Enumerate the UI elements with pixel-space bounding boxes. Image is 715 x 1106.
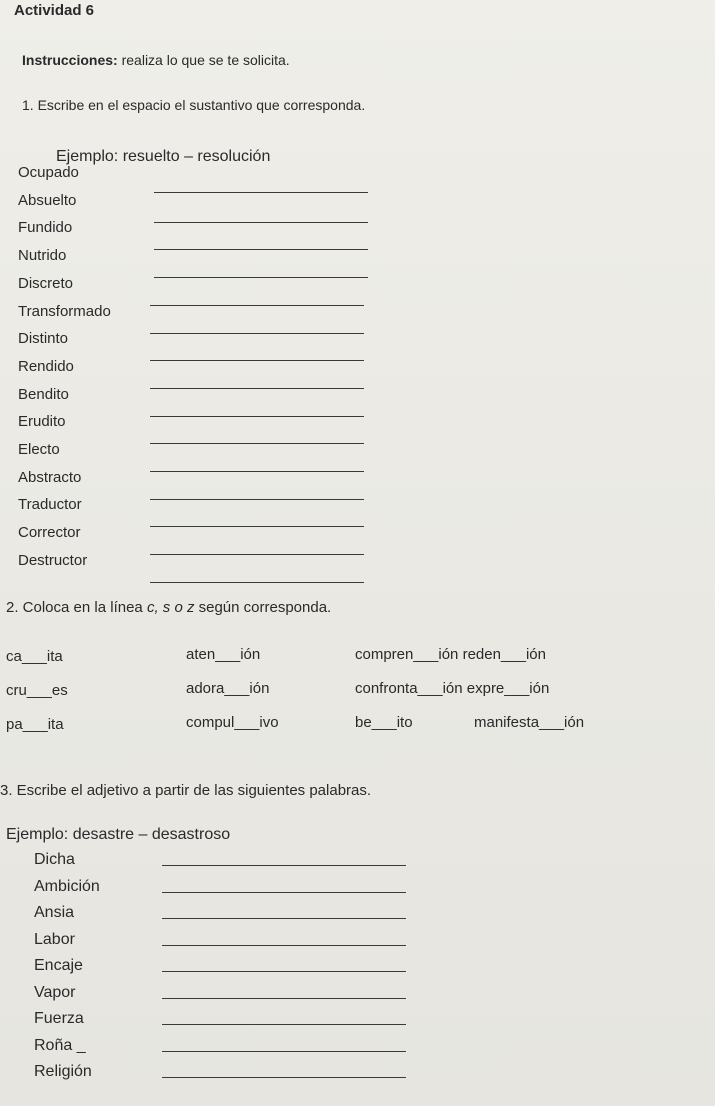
section2-heading-letters: c, s o z xyxy=(146,599,195,616)
section1-example: Ejemplo: resuelto – resolución xyxy=(56,148,271,165)
fill-cell[interactable]: cru___es xyxy=(6,682,68,699)
answer-line[interactable] xyxy=(150,360,364,361)
answer-line[interactable] xyxy=(150,305,364,306)
section3-word: Religión xyxy=(34,1063,92,1080)
section1-word: Traductor xyxy=(18,496,82,514)
answer-line[interactable] xyxy=(150,554,364,555)
section2-heading-prefix: 2. Coloca en la línea xyxy=(6,599,147,616)
section2-heading xyxy=(6,599,331,616)
section1-word: Discreto xyxy=(18,274,74,292)
section3-word: Roña _ xyxy=(34,1036,86,1054)
answer-line[interactable] xyxy=(162,971,406,972)
section1-word: Erudito xyxy=(18,413,66,431)
answer-line[interactable] xyxy=(150,443,364,444)
section3-word: Vapor xyxy=(34,983,76,1001)
activity-title: Actividad 6 xyxy=(14,2,95,19)
answer-line[interactable] xyxy=(162,998,406,999)
section1-word: Ocupado xyxy=(18,164,79,181)
fill-cell[interactable]: aten___ión xyxy=(186,646,261,663)
section3-example: Ejemplo: desastre – desastroso xyxy=(6,826,231,843)
instructions-label: Instrucciones: xyxy=(22,52,118,68)
answer-line[interactable] xyxy=(154,249,368,250)
fill-cell[interactable]: pa___ita xyxy=(6,716,64,733)
answer-line[interactable] xyxy=(162,1051,406,1052)
answer-line[interactable] xyxy=(154,277,368,278)
answer-line[interactable] xyxy=(162,945,406,946)
section1-word: Abstracto xyxy=(18,468,82,486)
section2-heading-suffix: según corresponda. xyxy=(194,599,332,616)
fill-cell[interactable]: be___ito xyxy=(355,714,413,731)
answer-line[interactable] xyxy=(150,388,364,389)
answer-line[interactable] xyxy=(150,471,364,472)
fill-cell[interactable]: confronta___ión expre___ión xyxy=(355,680,550,697)
answer-line[interactable] xyxy=(162,918,406,919)
answer-line[interactable] xyxy=(162,865,406,866)
section3-word: Ansia xyxy=(34,904,75,921)
section1-heading: 1. Escribe en el espacio el sustantivo que corresponda. xyxy=(22,97,366,113)
section1-word: Electo xyxy=(18,441,60,458)
instructions-text: realiza lo que se te solicita. xyxy=(117,52,290,68)
answer-line[interactable] xyxy=(150,582,364,583)
answer-line[interactable] xyxy=(162,892,406,893)
section3-word: Fuerza xyxy=(34,1010,84,1027)
section1-word: Corrector xyxy=(18,524,81,542)
answer-line[interactable] xyxy=(150,333,364,334)
section3-word: Encaje xyxy=(34,957,83,974)
fill-cell[interactable]: compul___ivo xyxy=(186,714,279,731)
section1-word: Rendido xyxy=(18,357,74,375)
section3-word: Dicha xyxy=(34,851,75,868)
section1-word: Fundido xyxy=(18,219,73,237)
answer-line[interactable] xyxy=(150,499,364,500)
fill-cell[interactable]: manifesta___ión xyxy=(474,714,585,731)
answer-line[interactable] xyxy=(162,1077,406,1078)
fill-cell[interactable]: compren___ión reden___ión xyxy=(355,646,546,663)
section1-word: Distinto xyxy=(18,330,69,348)
fill-cell[interactable]: ca___ita xyxy=(6,648,63,665)
answer-line[interactable] xyxy=(150,416,364,417)
section1-word: Transformado xyxy=(18,302,111,320)
section1-word: Nutrido xyxy=(18,247,67,265)
instructions xyxy=(22,52,290,68)
section1-word: Bendito xyxy=(18,385,69,403)
answer-line[interactable] xyxy=(154,192,368,193)
section3-word: Ambición xyxy=(34,877,100,895)
answer-line[interactable] xyxy=(154,222,368,223)
section3-word: Labor xyxy=(34,930,75,948)
answer-line[interactable] xyxy=(150,526,364,527)
section1-word: Destructor xyxy=(18,551,88,569)
section3-heading: 3. Escribe el adjetivo a partir de las siguientes palabras. xyxy=(0,782,372,799)
section1-word: Absuelto xyxy=(18,191,77,209)
fill-cell[interactable]: adora___ión xyxy=(186,680,270,697)
answer-line[interactable] xyxy=(162,1024,406,1025)
